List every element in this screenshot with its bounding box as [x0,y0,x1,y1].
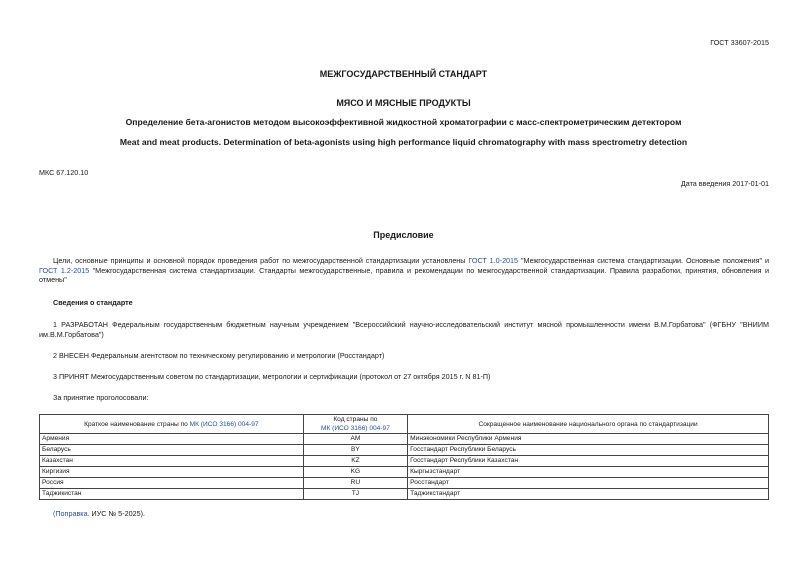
table-row [40,467,769,478]
paragraph-text: Цели, основные принципы и основной порядок проведения работ по межгосударственной стандартизации установлены [53,256,469,265]
foreword-paragraph [39,256,769,285]
table-row [40,434,769,445]
table-row [40,489,769,500]
country-cell: Казахстан [40,456,304,467]
body-cell: Минэкономики Республики Армения [408,434,769,445]
amendment-text: ИУС № 5-2025). [89,509,145,518]
standard-info-heading: Сведения о стандарте [53,298,133,307]
voted-for-label: За принятие проголосовали: [53,393,149,402]
votes-table [39,414,769,500]
body-cell: Таджикстандарт [408,489,769,500]
body-cell: Росстандарт [408,478,769,489]
body-cell: Госстандарт Республики Казахстан [408,456,769,467]
table-row [40,456,769,467]
header-text: Краткое наименование страны по [84,420,190,428]
country-cell: Беларусь [40,445,304,456]
code-cell: AM [303,434,408,445]
gost-1-2-link[interactable]: ГОСТ 1.2-2015 [39,265,90,275]
mk-iso-link[interactable]: МК (ИСО 3166) 004-97 [320,425,390,432]
header-text: Код страны по [333,416,378,423]
developed-by-paragraph: 1 РАЗРАБОТАН Федеральным государственным бюджетным научным учреждением "Всероссийский научно-исследовательский институт мясной промышленности имени В.М.Горбатова" (ФГБНУ "ВНИИМ им.В.М.Горбатова") [39,320,769,339]
country-name-header [40,415,304,434]
title-russian: Определение бета-агонистов методом высокоэффективной жидкостной хроматографии с масс-спектрометрическим детектором [125,117,682,127]
title-english: Meat and meat products. Determination of beta-agonists using high performance liquid chromatography with mass spectrometry detection [119,137,688,147]
gost-code: ГОСТ 33607-2015 [710,38,769,47]
introduced-by-paragraph: 2 ВНЕСЕН Федеральным агентством по техническому регулированию и метрологии (Росстандарт) [53,351,385,360]
country-cell: Армения [40,434,304,445]
body-cell: Госстандарт Республики Беларусь [408,445,769,456]
country-code-header [303,415,408,434]
product-heading: МЯСО И МЯСНЫЕ ПРОДУКТЫ [336,98,471,108]
standards-body-header: Сокращенное наименование национального органа по стандартизации [408,415,769,434]
standard-type-heading: МЕЖГОСУДАРСТВЕННЫЙ СТАНДАРТ [319,69,488,79]
amendment-note [53,509,145,519]
table-row [40,478,769,489]
code-cell: KG [303,467,408,478]
country-cell: Киргизия [40,467,304,478]
body-cell: Кыргызстандарт [408,467,769,478]
mks-code: МКС 67.120.10 [39,168,89,177]
amendment-link[interactable]: (Поправка. [53,509,90,518]
paragraph-text: "Межгосударственная система стандартизации. Основные положения" и [518,256,770,265]
foreword-heading: Предисловие [373,230,434,240]
adopted-by-paragraph: 3 ПРИНЯТ Межгосударственным советом по стандартизации, метрологии и сертификации (протокол от 27 октября 2015 г. N 81-П) [53,372,491,381]
table-row [40,445,769,456]
table-header-row [40,415,769,434]
paragraph-text: "Межгосударственная система стандартизации. Стандарты межгосударственные, правила и рекомендации по межгосударственной стандартизации. Правила разработки, принятия, обновления и отмены" [39,265,769,285]
code-cell: TJ [303,489,408,500]
code-cell: BY [303,445,408,456]
country-cell: Таджикистан [40,489,304,500]
mk-iso-link[interactable]: МК (ИСО 3166) 004-97 [189,420,259,428]
gost-1-0-link[interactable]: ГОСТ 1.0-2015 [468,256,519,265]
intro-date: Дата введения 2017-01-01 [680,179,769,188]
code-cell: RU [303,478,408,489]
code-cell: KZ [303,456,408,467]
country-cell: Россия [40,478,304,489]
